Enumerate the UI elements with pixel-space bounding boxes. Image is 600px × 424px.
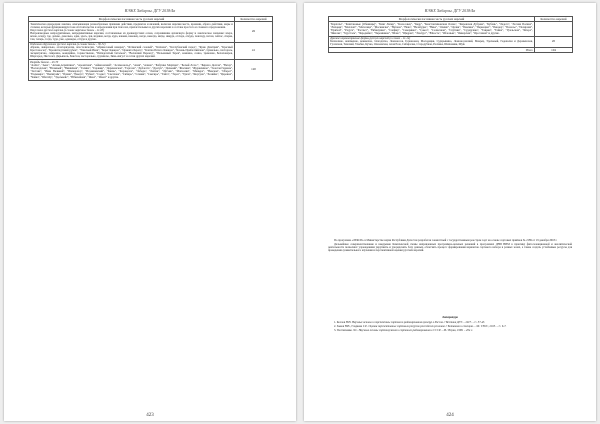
references-list — [328, 321, 572, 332]
right-page — [304, 3, 596, 421]
row-text: "Карпаты", "Каштановые (Обнинцы)", "Кинг Липер", "Колосовец", "Кедр", "Константиновская Осень", "Кировская Дубрава", "Кубань", "Ладога", "Лесная Поляна", "Лиловая", "Малахит", "Метелица", "Москвичка", "Наташа", "Нева", "Незабудка", "Ника", "Олимп", "Орлик", "Павлина", "Первоцвет", "Пионер", "Полесье", "Полярная", "Прибой", "Радуга", "Рассвет", "Рябинушка", "Сапфир", "Северянка", "Сокол", "Солнечная", "Спутник", "Сударушка", "Таврия", "Тайна", "Уральская", "Флора", "Фиалка", "Хрусталь", "Чародейка", "Черемшина", "Шанс", "Щедрая", "Эльбрус", "Юность", "Яблонька", "Январская", "Ярославна" и другие. — [330, 22, 533, 35]
row-subtitle: Подлинно обрусевшие русские наречия (в словах баллы – 36-72) — [30, 43, 106, 47]
header-col2: Количество наречий — [235, 17, 273, 22]
total-count: 104 — [535, 47, 573, 52]
page-number-right: 424 — [446, 413, 454, 418]
left-page — [4, 3, 296, 421]
references-section — [328, 316, 572, 333]
reference-item — [328, 329, 572, 332]
row-cell — [29, 42, 235, 59]
row-cell — [329, 22, 535, 36]
table-row — [29, 60, 273, 80]
row-cell — [29, 22, 235, 42]
row-count: 20 — [535, 36, 573, 47]
row-count: 41 — [235, 42, 273, 59]
running-head-left: ВЭЖХ Хабарлы. ДГУ 2018/4а — [124, 8, 176, 13]
table-total-row — [329, 47, 573, 52]
total-label: Итого — [329, 47, 535, 52]
row-subtext: Безмолвно, неизменно, вековечно, благодатно, Ломоносов, Горюновец, Молодецки, Сударынино, Ломоносовский, Мокрец, Удельный, Годовалая и Деревенская, Гусевская, Томский, Улыбка, Кучка, Ольховская, Алая Роза, Сибирочка, Стародубная, Росинка, Шиповник, Шуй. — [330, 40, 533, 47]
row-count — [535, 22, 573, 36]
row-cell — [329, 36, 535, 47]
table-row — [329, 22, 573, 36]
row-cell — [29, 60, 235, 80]
table-row — [29, 22, 273, 42]
references-title: Литература — [442, 316, 458, 319]
left-table — [28, 16, 273, 81]
reference-author: 3. Полтавченко Л.С. — [334, 328, 358, 332]
row-subtext: Абреже, акварельно, аллегорически, апостолически, "Абрикосовый наварец", "Ялтинский соловей", "Катюша", "Котлубанский поход", "Ярмо Дмитрия", "Красный Крестоносец", "Кронштадтский рубеж", "Ужасный Иван", "Берег Кавказа", "Ориента Берега", "Клятва Пятого Кавказа", "Казань Прибалтийская", буквально, пастораль, эксцентрично, смиренно, комедийно, торжественно, "Пятидесятый батальон", "Волжский Переезд", "Пальмовый Терек", каменно, сонно, тревожно, Белоповаров, Шаргород, Пистолет, Дарьяполь, Бакстон, пасторально, грузинско, Зима-Август и сотни других наречий. — [30, 46, 233, 59]
row-count: 120 — [235, 60, 273, 80]
row-subtext: Непроизводные непродуктивные, непредикативные наречия, составленные из древнерусских основ, сохранившие архаичную форму и лексическое значение: вчера, вечно, всюду, где, далеко, довольно, едва, здесь, зря, издавна, когда, куда, навеки, наконец, негде, некогда, нигде, никуда, отсюда, откуда, повсюду, потом, сейчас, сперва, там, теперь, тогда, туда, уже, однажды, оттуда и другие. — [30, 31, 233, 42]
table-row — [29, 42, 273, 59]
page-number-left: 423 — [146, 413, 154, 418]
row-subtitle: Древние неравноправные формы русских наречий (в словах – 11-14) — [330, 37, 411, 41]
reference-title: Оценка перспективных сортовых ресурсов российских регионов // Ботаника и селекция. – М.: ГЕОС, 2015. – С. 6-7. — [368, 324, 507, 328]
row-subtext: "Алёха", "Аню", "Агния-Агриппина", "Ароматная", "Айвазовский", "Агапеонольд", "Азия", "Алина", "Бабушка Мартина", "Белый Лотос", "Бирюза Долгая", "Ветер", "Вологодская", "Влажный", "Вишнёвая", "Галина", "Гаранин", "Деревенская", "Горгона", "Доблесть", "Драгун", "Дальний", "Жасмин", "Журавлиная", "Золотая Гарвань", "Застава", "Иван Великий", "Император", "Исаакиевский", "Князь", "Каравелла", "Лебедь", "Лютик", "Лётчик", "Магнолия", "Мещера", "Невская", "Оберег", "Пальмира", "Пилигрим", "Пламя", "Ракета", "Рубин", "Садко", "Светлана", "Сибирь", "Славия", "Снегирь", "Тайга", "Тарас", "Удача", "Фортуна", "Хозяйка", "Царевна", "Чайка", "Шахтёр", "Эдельвейс", "Юбилейная", "Ямал", "Яхонт" и другие. — [30, 63, 233, 79]
header-col1: Морфологически пассивная часть русских наречий — [29, 17, 235, 22]
row-text: Тематически однородная лексика, описывающая разнообразные признаки действия, предметов и явлений, включая наречия места, времени, образа действия, меры и степени, которые функционируют как обстоятельства и определения при глаголах, прилагательных и других наречиях в составе простого и сложного предложения. — [30, 22, 233, 29]
reference-title: Научные основы и перспективы сортового районирования культур в России // Вестник ДГУ. – 2017. – С. 37-43. — [351, 320, 486, 324]
reference-author: 1. Козлов Н.Н. — [334, 320, 352, 324]
body-text — [328, 239, 572, 253]
table-row — [329, 36, 573, 47]
body-paragraph: По программе «ЛЕКСИ» в Министерстве науки Республики Дагестан разработан совместный с государственным реестром сорт на основе сортовых приёмов № 2189 от 19 декабря 2018 г. — [334, 239, 558, 242]
right-table — [328, 16, 573, 53]
header-col2: Количество наречий — [535, 17, 573, 22]
reference-item — [328, 321, 572, 324]
body-paragraph: Дальнейшее совершенствование и внедрение Комплексной схемы направленных программно-целевых решений в программах ДНИ ВИМ в практику фитоселекционной и аналитической деятельности позволяют учреждениям укрупнить и упорядочить базу данных, облегчить процесс формирования вариантов сортового набора в разных зонах, а также создать устойчивые ресурсы для проведения сравнительного изучения и перспективной оценки русских наречий. — [328, 242, 572, 253]
row-count: 26 — [235, 22, 273, 42]
reference-item — [328, 325, 572, 328]
header-col1: Морфологически пассивная часть русских наречий — [329, 17, 535, 22]
reference-author: 2. Зыков Н.Н., Гладкова С.Е. — [334, 324, 368, 328]
running-head-right: ВЭЖХ Хабарлы. ДГУ 2018/4а — [424, 8, 476, 13]
row-subtitle: Разряды баллов – 43-70 — [30, 60, 59, 64]
reference-title: Научные основы сортоизучения и сортового районирования в СССР. – М.: Наука, 1998. – 204 с. — [358, 328, 473, 332]
row-subtitle: Безусловно русские наречия (в словах наречные баллы – 11-63) — [30, 28, 105, 32]
